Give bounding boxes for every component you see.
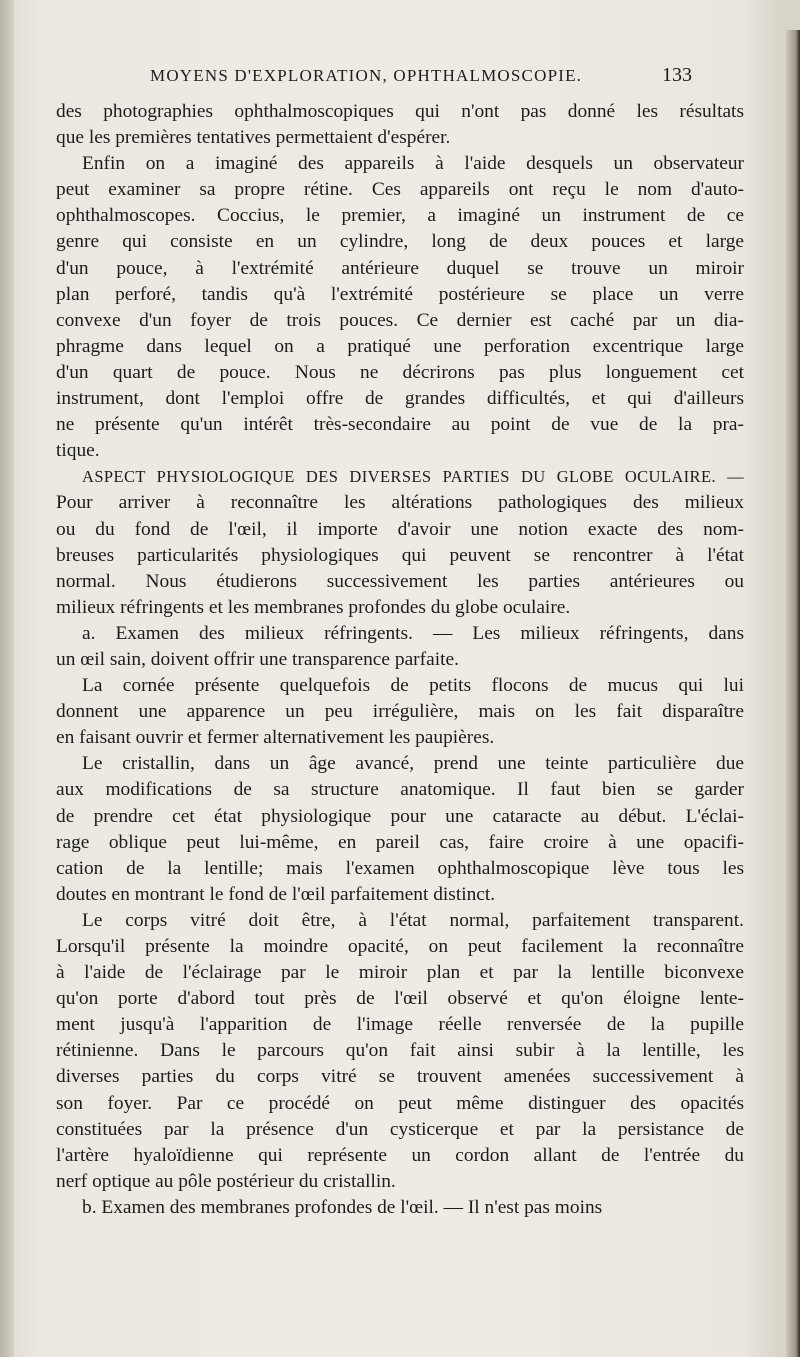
- text-line: d'un pouce, à l'extrémité antérieure duquel se trouve un miroir: [56, 257, 744, 279]
- text-line: b. Examen des membranes profondes de l'œil. — Il n'est pas moins: [82, 1196, 603, 1218]
- text-line: ment jusqu'à l'apparition de l'image réelle renversée de la pupille: [56, 1014, 744, 1036]
- text-line: qu'on porte d'abord tout près de l'œil observé et qu'on éloigne lente-: [56, 988, 744, 1010]
- paragraph: [56, 1195, 744, 1221]
- text-line: cation de la lentille; mais l'examen ophthalmoscopique lève tous les: [56, 857, 744, 879]
- text-line: des photographies ophthalmoscopiques qui n'ont pas donné les résultats: [56, 101, 744, 122]
- text-line: rétinienne. Dans le parcours qu'on fait ainsi subir à la lentille, les: [56, 1040, 744, 1062]
- running-header: [150, 64, 692, 96]
- text-line: diverses parties du corps vitré se trouvent amenées successivement à: [56, 1066, 744, 1088]
- text-line: a. Examen des milieux réfringents. — Les milieux réfringents, dans: [82, 622, 744, 644]
- text-line: Pour arriver à reconnaître les altérations pathologiques des milieux: [56, 492, 744, 514]
- running-title: MOYENS D'EXPLORATION, OPHTHALMOSCOPIE.: [150, 66, 583, 85]
- text-line: peut examiner sa propre rétine. Ces appareils ont reçu le nom d'auto-: [56, 179, 744, 201]
- paragraph: [56, 673, 744, 751]
- text-line: plan perforé, tandis qu'à l'extrémité postérieure se place un verre: [56, 283, 744, 305]
- text-line: Lorsqu'il présente la moindre opacité, on peut facilement la reconnaître: [56, 936, 744, 957]
- body-text: [56, 99, 744, 1221]
- paragraph: [56, 751, 744, 908]
- text-line: ou du fond de l'œil, il importe d'avoir une notion exacte des nom-: [56, 518, 744, 540]
- text-line: rage oblique peut lui-même, en pareil cas, faire croire à une opacifi-: [56, 831, 744, 853]
- text-line: ne présente qu'un intérêt très-secondaire au point de vue de la pra-: [56, 414, 744, 436]
- text-line: Enfin on a imaginé des appareils à l'aide desquels un observateur: [82, 153, 744, 175]
- page-right-edge: [786, 30, 800, 1357]
- text-line: normal. Nous étudierons successivement les parties antérieures ou: [56, 570, 744, 592]
- text-line: donnent une apparence un peu irrégulière, mais on les fait disparaître: [56, 701, 744, 723]
- text-line: tique.: [56, 440, 100, 462]
- text-line: milieux réfringents et les membranes profondes du globe oculaire.: [56, 596, 571, 618]
- page-number: 133: [662, 64, 692, 86]
- text-line: son foyer. Par ce procédé on peut même distinguer des opacités: [56, 1092, 744, 1114]
- text-line: à l'aide de l'éclairage par le miroir plan et par la lentille biconvexe: [56, 962, 744, 984]
- text-line: en faisant ouvrir et fermer alternativement les paupières.: [56, 727, 495, 749]
- text-line: que les premières tentatives permettaient d'espérer.: [56, 127, 451, 149]
- text-line: La cornée présente quelquefois de petits flocons de mucus qui lui: [82, 675, 744, 697]
- text-line: un œil sain, doivent offrir une transparence parfaite.: [56, 648, 459, 670]
- text-line: breuses particularités physiologiques qui peuvent se rencontrer à l'état: [56, 544, 744, 566]
- text-line: d'un quart de pouce. Nous ne décrirons pas plus longuement cet: [56, 361, 744, 383]
- text-line: constituées par la présence d'un cysticerque et par la persistance de: [56, 1118, 744, 1140]
- text-line: doutes en montrant le fond de l'œil parfaitement distinct.: [56, 883, 496, 905]
- text-line: aux modifications de sa structure anatomique. Il faut bien se garder: [56, 779, 744, 801]
- text-line: Le corps vitré doit être, à l'état normal, parfaitement transparent.: [82, 909, 744, 931]
- text-line: convexe d'un foyer de trois pouces. Ce dernier est caché par un dia-: [56, 309, 744, 331]
- text-line: phragme dans lequel on a pratiqué une perforation excentrique large: [56, 335, 744, 357]
- text-line: instrument, dont l'emploi offre de grandes difficultés, et qui d'ailleurs: [56, 388, 744, 410]
- paragraph: [56, 99, 744, 151]
- text-line: ophthalmoscopes. Coccius, le premier, a imaginé un instrument de ce: [56, 205, 744, 227]
- paragraph: [56, 464, 744, 621]
- text-line: Le cristallin, dans un âge avancé, prend une teinte particulière due: [82, 753, 744, 775]
- text-line: de prendre cet état physiologique pour une cataracte au début. L'éclai-: [56, 805, 744, 827]
- section-heading: ASPECT PHYSIOLOGIQUE DES DIVERSES PARTIES DU GLOBE OCULAIRE. —: [82, 467, 744, 487]
- paragraph: [56, 621, 744, 673]
- text-line: l'artère hyaloïdienne qui représente un cordon allant de l'entrée du: [56, 1144, 744, 1166]
- text-line: genre qui consiste en un cylindre, long de deux pouces et large: [56, 231, 744, 253]
- paragraph: [56, 908, 744, 1195]
- paragraph: [56, 151, 744, 464]
- text-line: nerf optique au pôle postérieur du cristallin.: [56, 1170, 396, 1192]
- page-left-edge: [0, 0, 14, 1357]
